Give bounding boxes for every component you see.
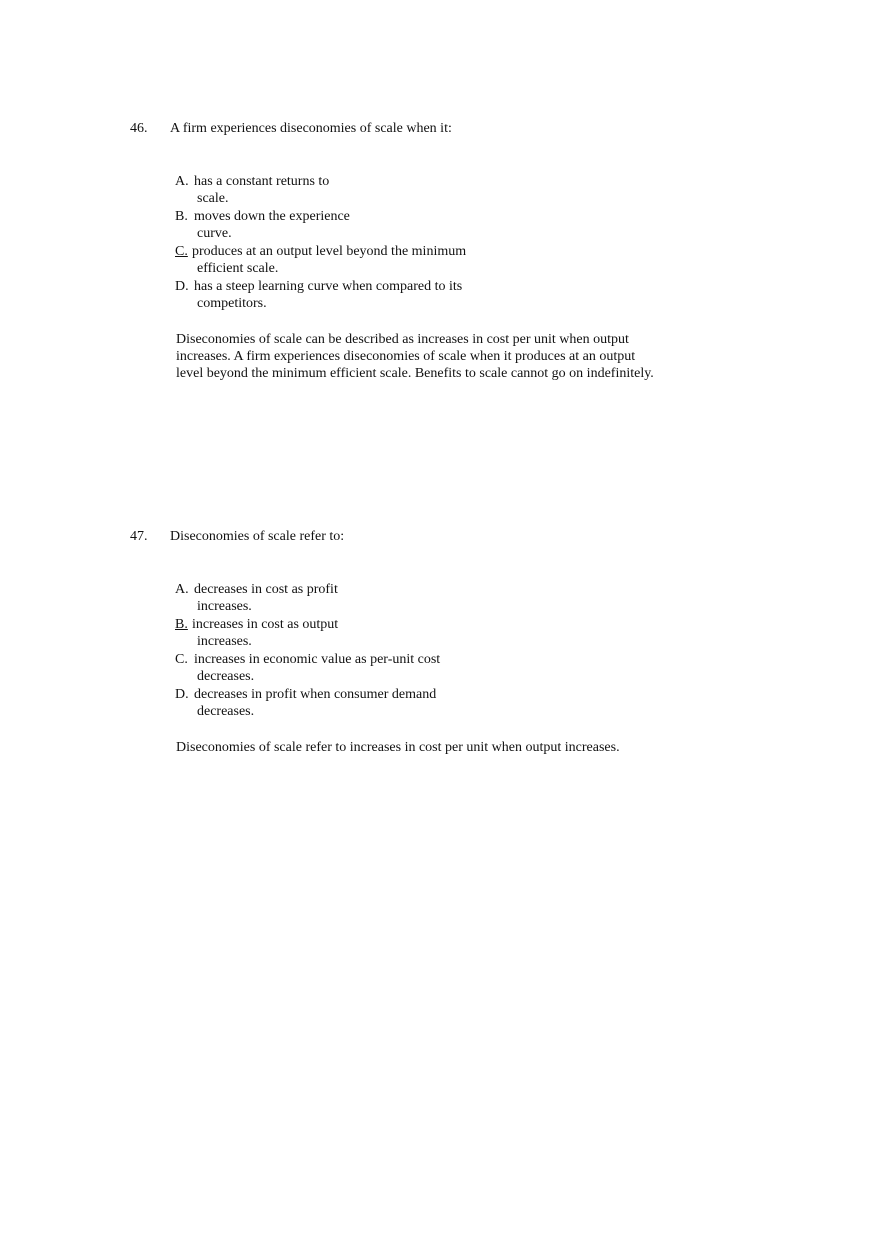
question-stem: A firm experiences diseconomies of scale when it: — [170, 121, 452, 136]
option-letter: A. — [175, 582, 189, 597]
option-text: has a steep learning curve when compared to its — [194, 279, 463, 294]
option-b — [175, 208, 466, 242]
option-c — [175, 651, 440, 685]
option-text: increases in economic value as per-unit cost — [194, 652, 441, 667]
option-text: increases in cost as output — [192, 617, 339, 632]
option-a — [175, 581, 440, 615]
option-text-continued: increases. — [197, 634, 252, 649]
option-text: has a constant returns to — [194, 174, 330, 189]
question-number: 47. — [130, 529, 148, 544]
option-text-continued: decreases. — [197, 669, 255, 684]
answer-options — [175, 173, 466, 313]
option-letter: D. — [175, 279, 189, 294]
answer-explanation: Diseconomies of scale refer to increases in cost per unit when output increases. — [176, 740, 620, 755]
option-text: decreases in cost as profit — [194, 582, 338, 597]
option-text: produces at an output level beyond the minimum — [192, 244, 467, 259]
option-text-continued: curve. — [197, 226, 232, 241]
option-letter: C. — [175, 652, 188, 667]
correct-option-letter: C. — [175, 244, 188, 259]
option-text: decreases in profit when consumer demand — [194, 687, 437, 702]
option-d — [175, 686, 440, 720]
answer-options — [175, 581, 440, 721]
option-text: moves down the experience — [194, 209, 350, 224]
option-text-continued: scale. — [197, 191, 229, 206]
option-letter: B. — [175, 209, 188, 224]
question-number: 46. — [130, 121, 148, 136]
option-text-continued: decreases. — [197, 704, 255, 719]
question-stem: Diseconomies of scale refer to: — [170, 529, 345, 544]
option-letter: A. — [175, 174, 189, 189]
option-b — [175, 616, 440, 650]
option-d — [175, 278, 466, 312]
option-text-continued: competitors. — [197, 296, 267, 311]
answer-explanation: Diseconomies of scale can be described as increases in cost per unit when output increases. A firm experiences diseconomies of scale when it produces at an output level beyond the minimum efficient scale. Benefits to scale cannot go on indefinitely. — [176, 332, 654, 381]
correct-option-letter: B. — [175, 617, 188, 632]
option-letter: D. — [175, 687, 189, 702]
option-a — [175, 173, 466, 207]
option-text-continued: increases. — [197, 599, 252, 614]
option-c — [175, 243, 466, 277]
option-text-continued: efficient scale. — [197, 261, 279, 276]
